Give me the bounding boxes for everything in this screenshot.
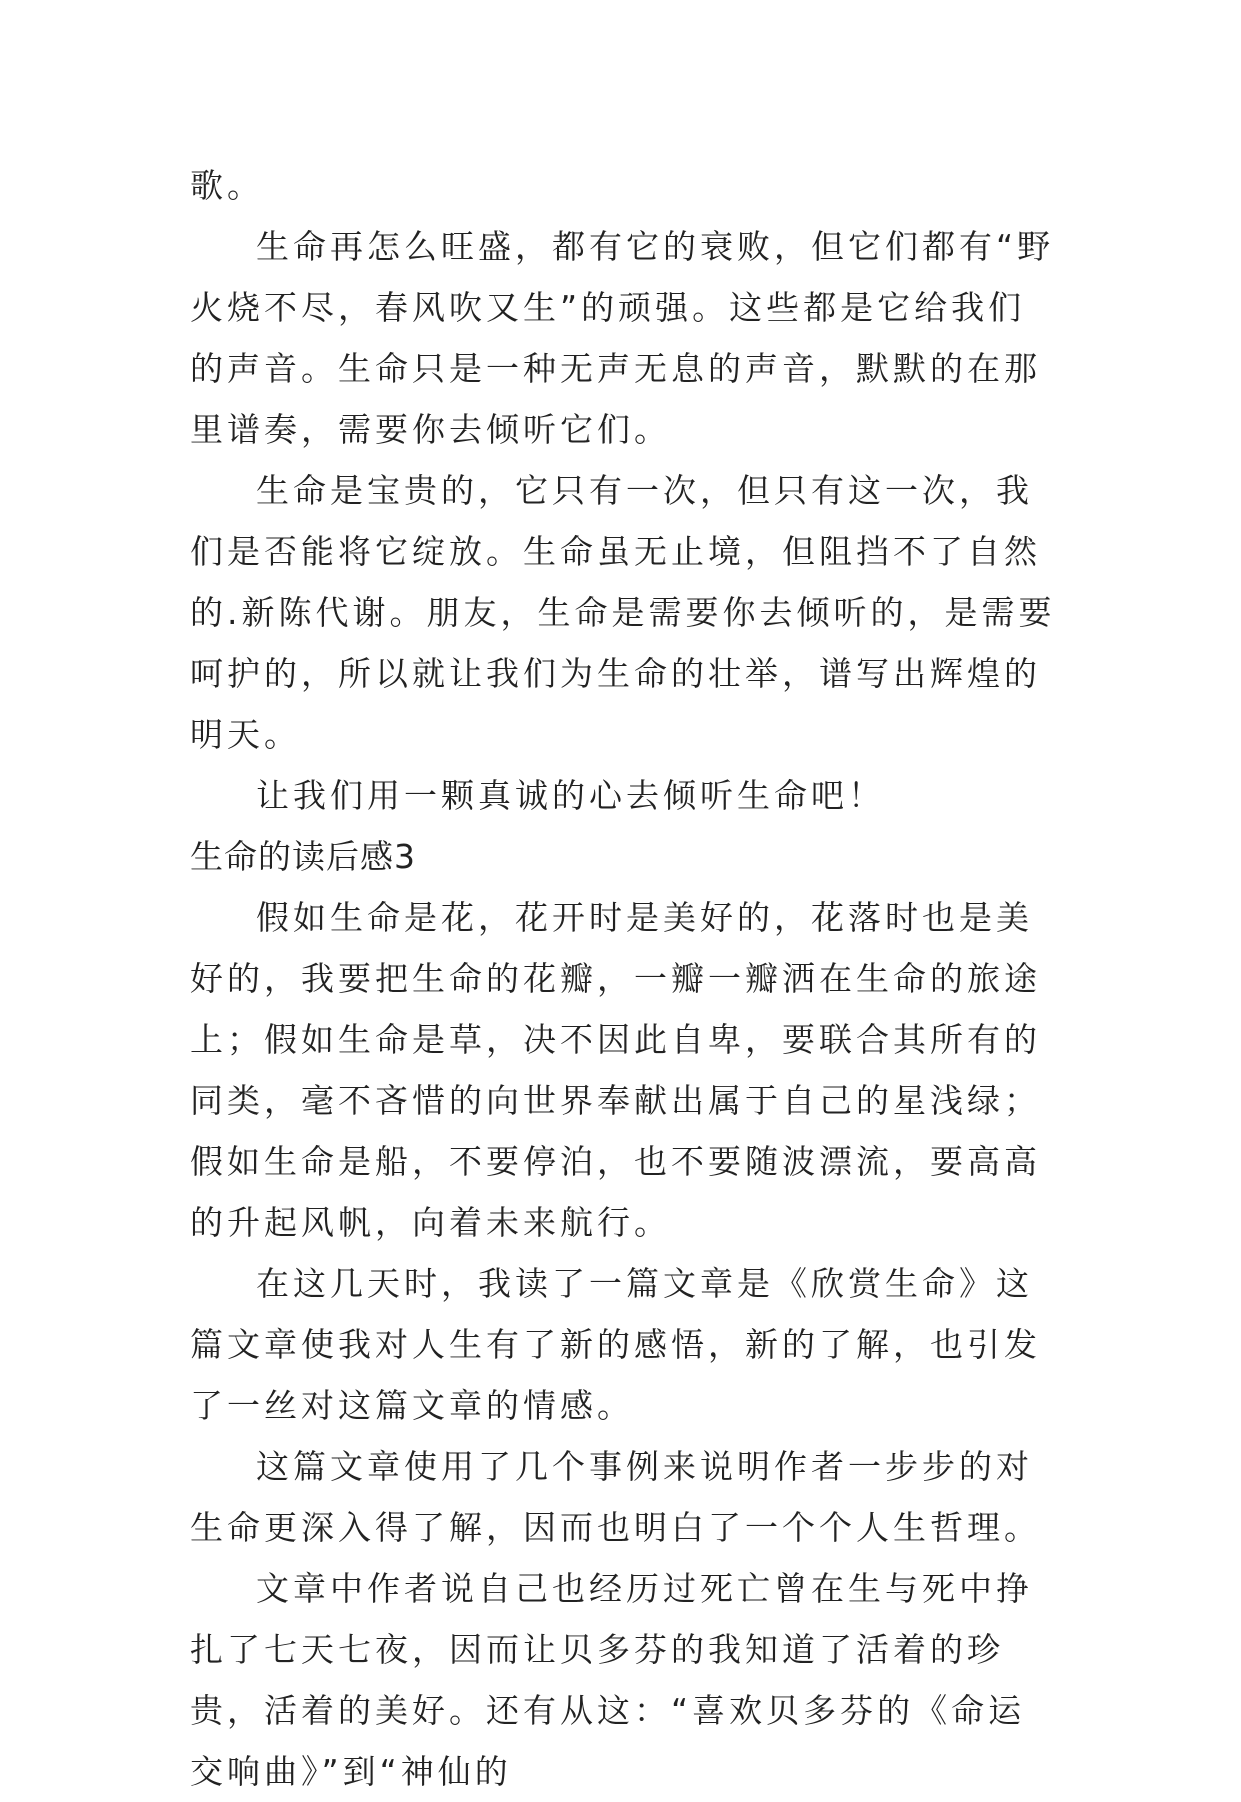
- paragraph: 假如生命是花，花开时是美好的，花落时也是美好的，我要把生命的花瓣，一瓣一瓣洒在生命的旅途上；假如生命是草，决不因此自卑，要联合其所有的同类，毫不吝惜的向世界奉献出属于自己的星浅绿；假如生命是船，不要停泊，也不要随波漂流，要高高的升起风帆，向着未来航行。: [190, 898, 1041, 1242]
- paragraph-continued: 歌。: [190, 166, 264, 205]
- section-heading: 生命的读后感3: [190, 837, 416, 876]
- paragraph: 这篇文章使用了几个事例来说明作者一步步的对生命更深入得了解，因而也明白了一个个人生哲理。: [190, 1447, 1041, 1547]
- paragraph: 文章中作者说自己也经历过死亡曾在生与死中挣扎了七天七夜，因而让贝多芬的我知道了活着的珍贵，活着的美好。还有从这：“喜欢贝多芬的《命运交响曲》”到“神仙的: [190, 1569, 1033, 1791]
- paragraph: 生命是宝贵的，它只有一次，但只有这一次，我们是否能将它绽放。生命虽无止境，但阻挡不了自然的.新陈代谢。朋友，生命是需要你去倾听的，是需要呵护的，所以就让我们为生命的壮举，谱写出辉煌的明天。: [190, 471, 1056, 754]
- paragraph: 生命再怎么旺盛，都有它的衰败，但它们都有“野火烧不尽，春风吹又生”的顽强。这些都是它给我们的声音。生命只是一种无声无息的声音，默默的在那里谱奏，需要你去倾听它们。: [190, 227, 1055, 449]
- paragraph: 在这几天时，我读了一篇文章是《欣赏生命》这篇文章使我对人生有了新的感悟，新的了解，也引发了一丝对这篇文章的情感。: [190, 1264, 1041, 1425]
- paragraph: 让我们用一颗真诚的心去倾听生命吧！: [256, 776, 885, 815]
- document-body: [190, 155, 1060, 1802]
